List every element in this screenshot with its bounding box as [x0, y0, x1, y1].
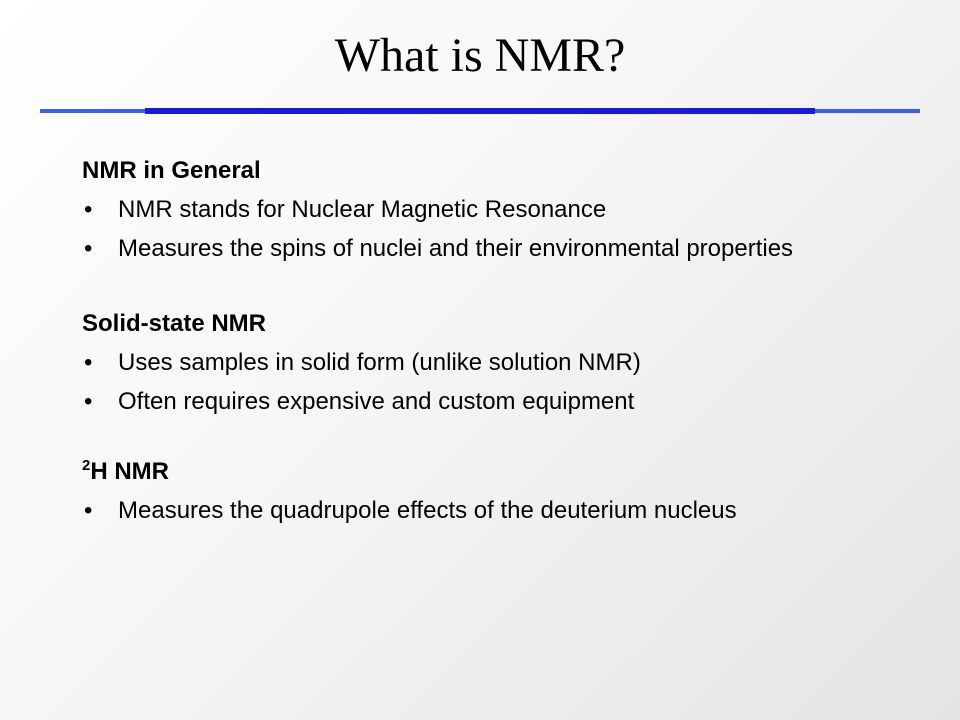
- section-heading: Solid-state NMR: [82, 310, 267, 337]
- bullet-text: Often requires expensive and custom equipment: [118, 388, 635, 415]
- section-2h-nmr: [82, 457, 882, 526]
- section-nmr-in-general: [82, 156, 882, 264]
- bullet-item: [82, 496, 882, 526]
- bullet-list: [82, 195, 882, 264]
- bullet-list: [82, 496, 882, 526]
- bullet-item: [82, 234, 882, 264]
- title-divider-accent: [145, 108, 815, 114]
- bullet-item: [82, 387, 882, 417]
- bullet-icon: •: [84, 349, 93, 376]
- bullet-icon: •: [84, 497, 93, 524]
- bullet-text: Measures the spins of nuclei and their environmental properties: [118, 235, 794, 262]
- bullet-text: NMR stands for Nuclear Magnetic Resonance: [118, 196, 607, 223]
- section-heading: [82, 457, 882, 487]
- section-solid-state-nmr: [82, 309, 882, 417]
- bullet-icon: •: [84, 388, 93, 415]
- slide-title: What is NMR?: [334, 29, 626, 82]
- bullet-icon: •: [84, 196, 93, 223]
- bullet-text: Measures the quadrupole effects of the deuterium nucleus: [118, 497, 737, 524]
- section-heading-text: H NMR: [90, 458, 169, 485]
- bullet-text: Uses samples in solid form (unlike solution NMR): [118, 349, 641, 376]
- bullet-list: [82, 348, 882, 417]
- slide-content: [82, 150, 882, 526]
- isotope-superscript: 2: [82, 457, 91, 474]
- bullet-item: [82, 348, 882, 378]
- section-heading: NMR in General: [82, 157, 261, 184]
- bullet-item: [82, 195, 882, 225]
- bullet-icon: •: [84, 235, 93, 262]
